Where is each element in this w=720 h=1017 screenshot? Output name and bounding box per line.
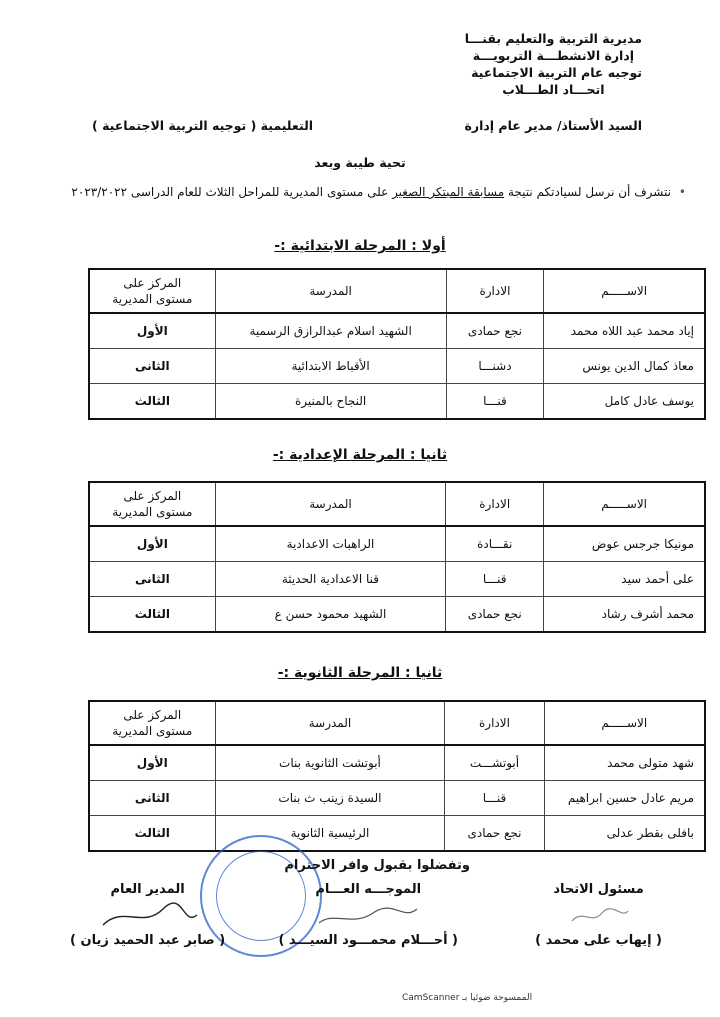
cell-school: أبوتشت الثانوية بنات (215, 745, 445, 781)
cell-school: الأقباط الابتدائية (215, 349, 446, 384)
letterhead-line: إدارة الانشطـــة التربويـــة (472, 48, 635, 63)
header-rank-line2: مستوى المديرية (112, 724, 193, 738)
cell-admin: نقـــادة (446, 526, 544, 562)
letterhead-line: مديرية التربية والتعليم بقنـــا (464, 31, 642, 46)
header-rank-line1: المركز على (123, 708, 182, 722)
cell-name: على أحمد سيد (544, 562, 705, 597)
intro-paragraph (40, 182, 686, 202)
cell-name: محمد أشرف رشاد (544, 597, 705, 633)
signature-name: ( أحـــلام محمـــود السيـــد ) (278, 933, 458, 948)
cell-admin: أبوتشـــت (445, 745, 544, 781)
header-school: المدرسة (215, 482, 445, 526)
cell-name: يوسف عادل كامل (544, 384, 705, 420)
cell-admin: دشنـــا (446, 349, 544, 384)
section-title-preparatory (0, 447, 720, 463)
addressee-department: التعليمية ( توجيه التربية الاجتماعية ) (92, 118, 314, 133)
table-row (89, 562, 705, 597)
table-row (89, 349, 705, 384)
section-title-text: ثانيا : المرحلة الإعدادية :- (272, 447, 448, 463)
header-name: الاســـــم (544, 482, 705, 526)
signature-block-director (70, 882, 225, 948)
signature-block-supervisor (278, 882, 458, 948)
section-title-secondary (0, 665, 720, 681)
header-name: الاســـــم (544, 701, 705, 745)
header-rank (89, 269, 215, 313)
signature-name: ( إيهاب على محمد ) (535, 933, 662, 948)
cell-school: النجاح بالمنيرة (215, 384, 446, 420)
cell-name: شهد متولى محمد (544, 745, 705, 781)
cell-name: إياد محمد عبد اللاه محمد (544, 313, 705, 349)
cell-admin: قنـــا (446, 562, 544, 597)
results-table-preparatory (88, 481, 706, 633)
cell-rank: الثالث (89, 384, 215, 420)
cell-rank: الثانى (89, 349, 215, 384)
addressee: السيد الأستاذ/ مدير عام إدارة (464, 118, 642, 133)
handwritten-signature-icon (278, 901, 458, 931)
header-rank (89, 701, 215, 745)
cell-rank: الثالث (89, 597, 215, 633)
cell-name: مونيكا جرجس عوض (544, 526, 705, 562)
table-row (89, 781, 705, 816)
header-school: المدرسة (215, 269, 446, 313)
letterhead (465, 30, 642, 98)
cell-rank: الأول (89, 745, 215, 781)
signature-name: ( صابر عبد الحميد زيان ) (70, 933, 226, 948)
handwritten-signature-icon (70, 901, 225, 931)
cell-rank: الثانى (89, 781, 215, 816)
cell-school: الشهيد محمود حسن ع (215, 597, 445, 633)
signature-block-union (535, 882, 662, 948)
results-table-primary (88, 268, 706, 420)
intro-text-after: على مستوى المديرية للمراحل الثلاث للعام الدراسى ٢٠٢٣/٢٠٢٢ (71, 185, 393, 199)
cell-school: الراهبات الاعدادية (215, 526, 445, 562)
scanner-watermark: الممسوحة ضوئيا بـ CamScanner (402, 993, 533, 1003)
cell-rank: الأول (89, 526, 215, 562)
cell-name: مريم عادل حسين ابراهيم (544, 781, 705, 816)
table-row (89, 313, 705, 349)
table-header-row (89, 482, 705, 526)
header-rank-line1: المركز على (123, 489, 182, 503)
table-header-row (89, 269, 705, 313)
cell-admin: قنـــا (446, 384, 544, 420)
table-row (89, 745, 705, 781)
signature-title: مسئول الاتحاد (553, 882, 644, 897)
signature-title: الموجـــه العـــام (315, 882, 422, 897)
header-admin: الادارة (445, 701, 544, 745)
handwritten-signature-icon (535, 901, 662, 931)
header-admin: الادارة (446, 482, 544, 526)
cell-rank: الثانى (89, 562, 215, 597)
bullet-icon: • (678, 185, 686, 199)
closing-line: وتفضلوا بقبول وافر الاحترام (284, 858, 470, 873)
table-row (89, 526, 705, 562)
cell-name: بافلى بقطر عدلى (544, 816, 705, 852)
signature-title: المدير العام (110, 882, 185, 897)
cell-school: الرئيسية الثانوية (215, 816, 445, 852)
cell-school: السيدة زينب ث بنات (215, 781, 445, 816)
section-title-primary (0, 238, 720, 254)
letterhead-line: توجيه عام التربية الاجتماعية (471, 65, 642, 80)
table-row (89, 384, 705, 420)
section-title-text: أولا : المرحلة الابتدائية :- (274, 238, 446, 254)
header-rank-line2: مستوى المديرية (112, 505, 193, 519)
cell-admin: نجع حمادى (445, 816, 544, 852)
cell-rank: الأول (89, 313, 215, 349)
section-title-text: ثانيا : المرحلة الثانوية :- (277, 665, 443, 681)
cell-admin: نجع حمادى (446, 313, 544, 349)
header-rank-line2: مستوى المديرية (112, 292, 193, 306)
table-row (89, 816, 705, 852)
competition-name: مسابقة المبتكر الصغير (392, 185, 505, 199)
table-header-row (89, 701, 705, 745)
cell-school: قنا الاعدادية الحديثة (215, 562, 445, 597)
letterhead-line: اتحـــاد الطـــلاب (502, 82, 605, 97)
table-row (89, 597, 705, 633)
header-name: الاســـــم (544, 269, 705, 313)
header-admin: الادارة (446, 269, 544, 313)
cell-admin: نجع حمادى (446, 597, 544, 633)
cell-admin: قنـــا (445, 781, 544, 816)
cell-rank: الثالث (89, 816, 215, 852)
header-rank-line1: المركز على (123, 276, 182, 290)
results-table-secondary (88, 700, 706, 852)
cell-school: الشهيد اسلام عبدالرازق الرسمية (215, 313, 446, 349)
intro-text-before: نتشرف أن نرسل لسيادتكم نتيجة (504, 185, 671, 199)
header-rank (89, 482, 215, 526)
header-school: المدرسة (215, 701, 445, 745)
cell-name: معاذ كمال الدين يونس (544, 349, 705, 384)
greeting: تحية طيبة وبعد (314, 155, 406, 170)
